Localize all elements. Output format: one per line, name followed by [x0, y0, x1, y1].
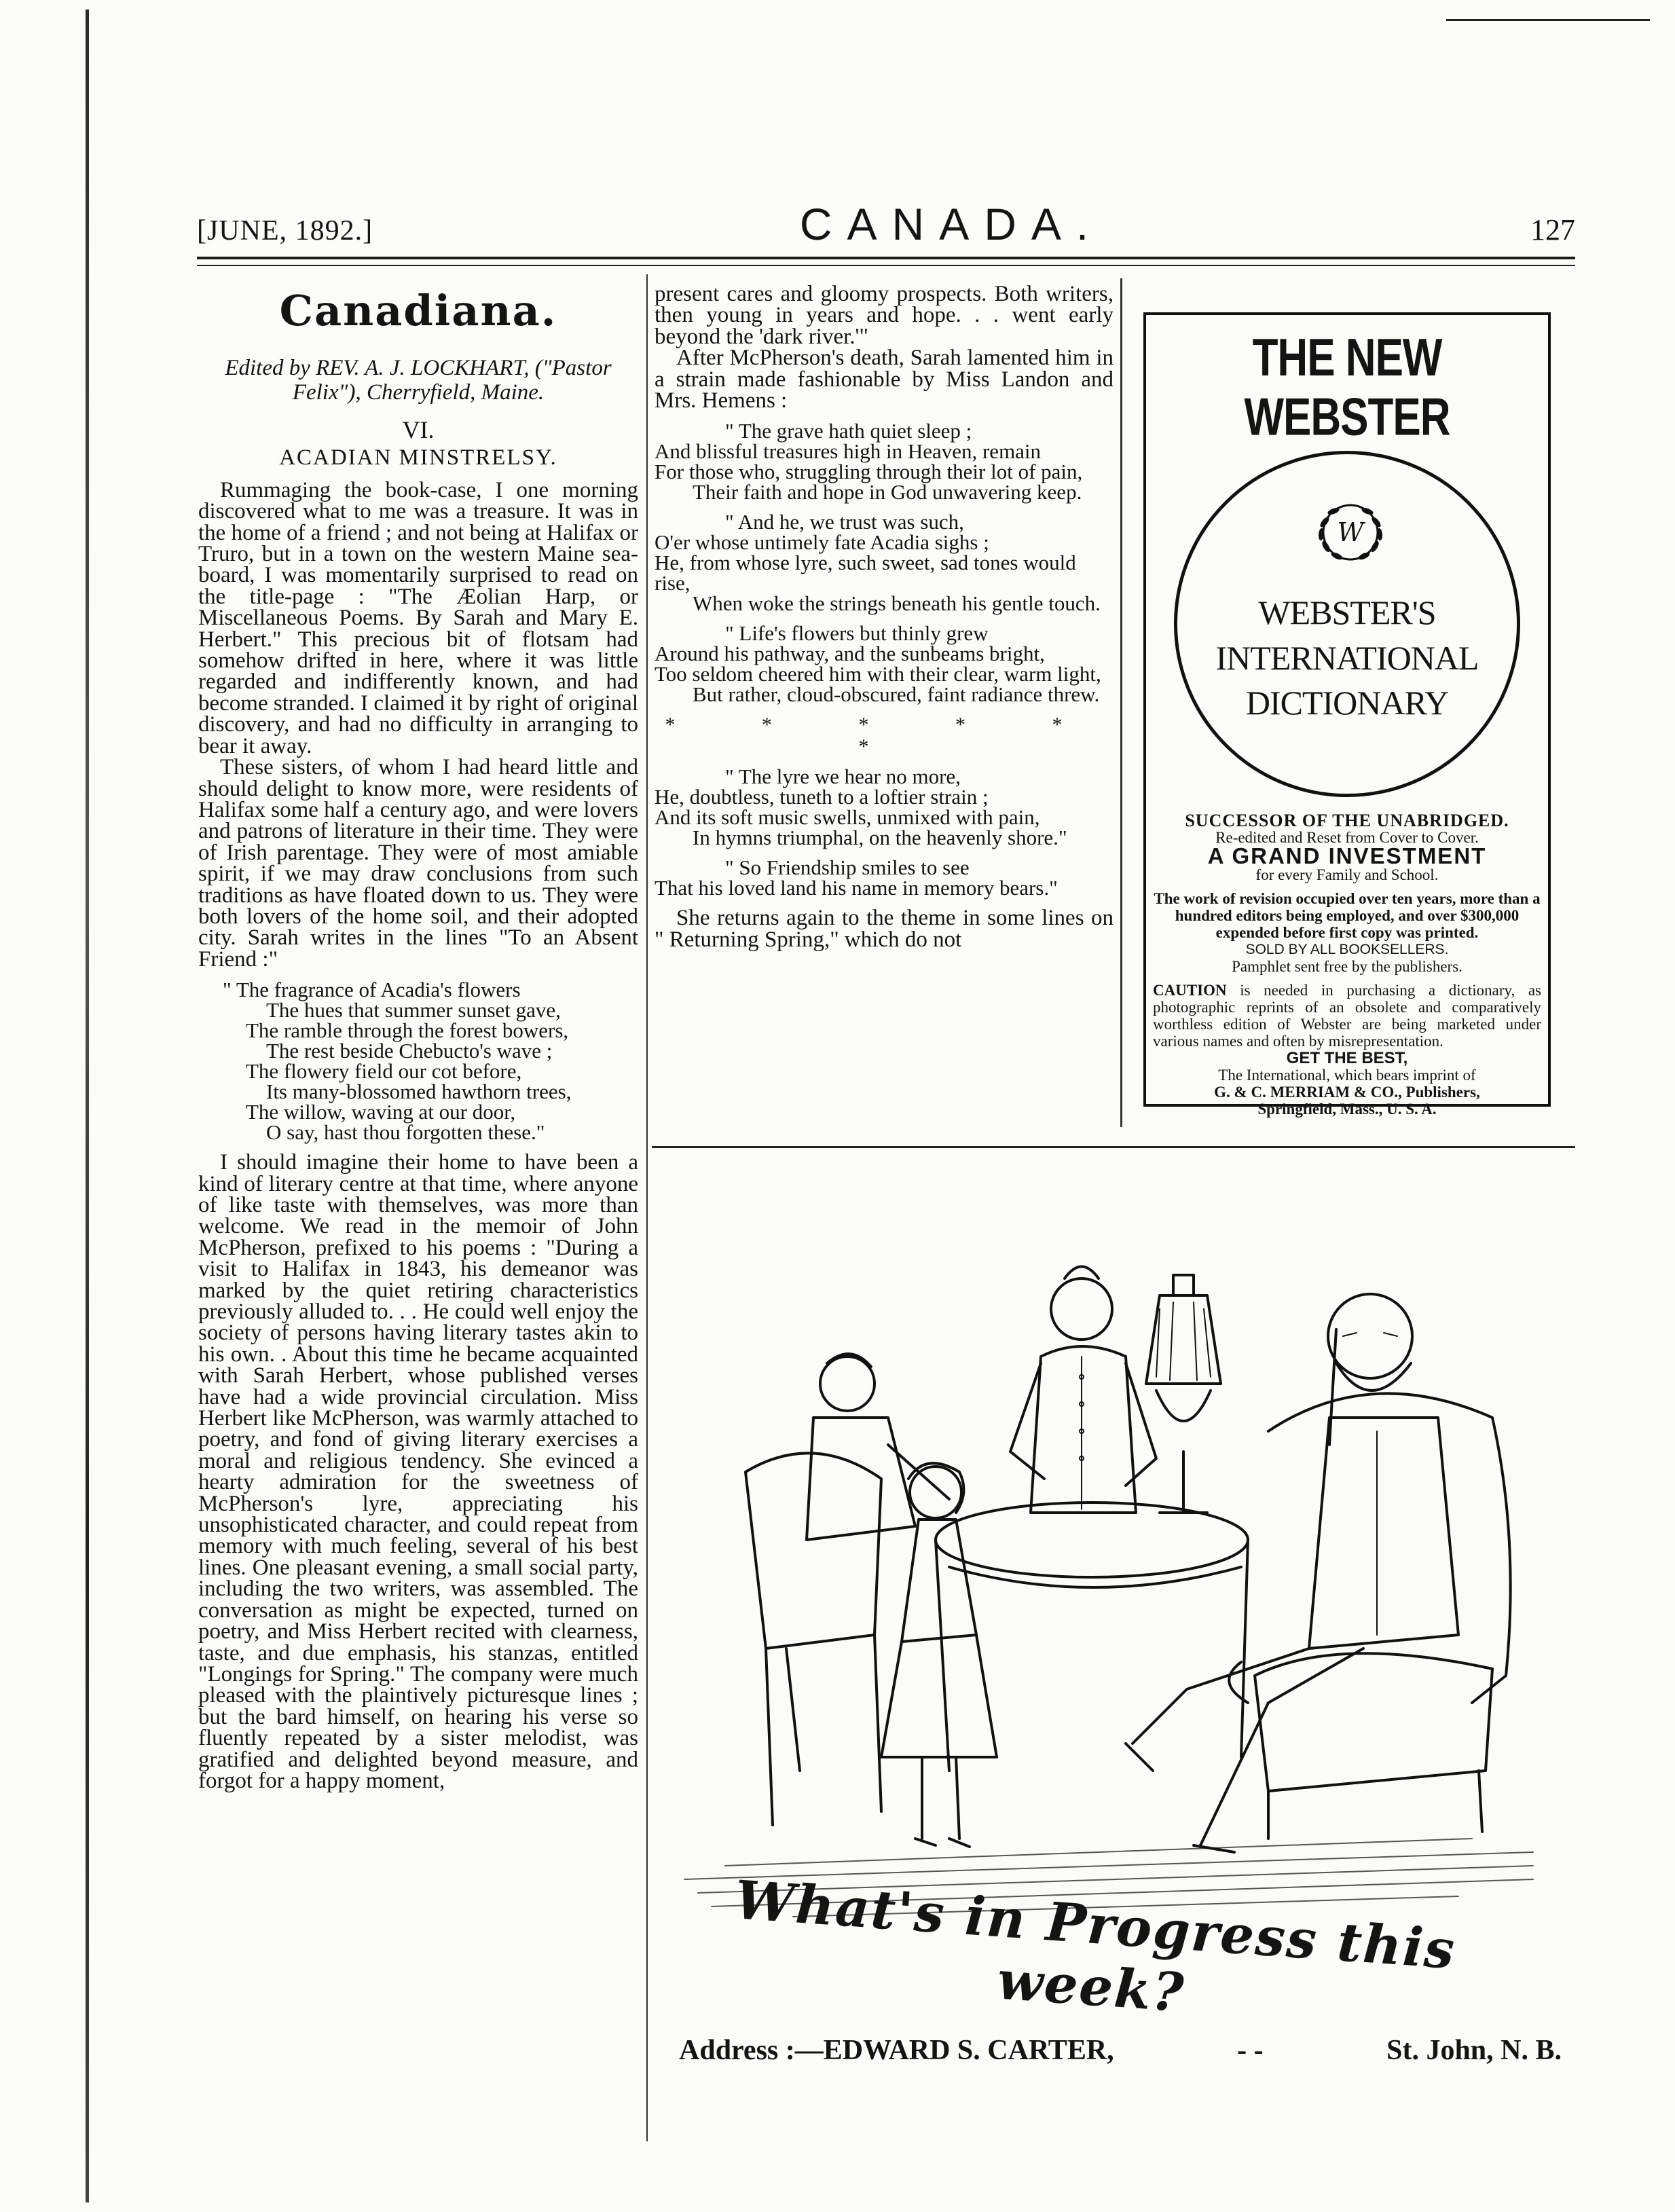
- article-subtitle: ACADIAN MINSTRELSY.: [279, 445, 557, 471]
- ad-sold: SOLD BY ALL BOOKSELLERS.: [1245, 942, 1449, 957]
- poem-line: " The lyre we hear no more,: [725, 764, 961, 789]
- poem-line: That his loved land his name in memory bears.": [655, 876, 1058, 900]
- top-corner-rule: [1446, 19, 1650, 21]
- advertiser-address: [679, 2034, 1562, 2067]
- running-head: [197, 198, 1575, 253]
- article-number: VI.: [402, 416, 435, 443]
- paragraph: present cares and gloomy prospects. Both writers, then young in years and hope. . . went early beyond the 'dark river.'": [655, 282, 1113, 349]
- poem-stanza: [655, 623, 1113, 705]
- ad-circle-emblem: [1174, 451, 1520, 797]
- magazine-title: CANADA.: [799, 199, 1104, 249]
- ad-body: [1146, 812, 1548, 1118]
- ad-headline: THE NEW WEBSTER: [1244, 329, 1450, 447]
- ad-publisher: G. & C. MERRIAM & CO., Publishers,: [1214, 1084, 1480, 1101]
- poem-line: For those who, struggling through their lot of pain,: [655, 460, 1083, 484]
- poem-absent-friend: [198, 980, 638, 1143]
- poem-line: When woke the strings beneath his gentle touch.: [693, 591, 1101, 616]
- poem-line: He, doubtless, tuneth to a loftier strain ;: [655, 785, 989, 809]
- ad-circle-text: INTERNATIONAL: [1215, 639, 1479, 677]
- ad-caution-text: is needed in purchasing a dictionary, as photographic reprints of an obsolete and comparatively worthless edition of Webster are being marketed under various names and often by misrepresentation.: [1153, 982, 1541, 1050]
- address-dashes: - -: [1237, 2035, 1264, 2066]
- paragraph: After McPherson's death, Sarah lamented him in a strain made fashionable by Miss Landon and Mrs. Hemens :: [655, 346, 1113, 413]
- poem-stanza: [655, 512, 1113, 614]
- poem-line: Their faith and hope in God unwavering keep.: [693, 480, 1082, 504]
- ad-reedited: Re-edited and Reset from Cover to Cover.: [1215, 829, 1479, 846]
- poem-line: The rest beside Chebucto's wave ;: [266, 1039, 553, 1063]
- poem-line: The hues that summer sunset gave,: [266, 998, 561, 1022]
- editor-credit: Edited by REV. A. J. LOCKHART, ("Pastor Felix"), Cherryfield, Maine.: [225, 356, 612, 405]
- ad-circle-text: WEBSTER'S: [1258, 593, 1436, 631]
- poem-line: " The grave hath quiet sleep ;: [725, 419, 972, 443]
- paragraph: She returns again to the theme in some lines on " Returning Spring," which do not: [655, 906, 1113, 952]
- address-label: Address :—EDWARD S. CARTER,: [679, 2035, 1114, 2066]
- poem-line: Its many-blossomed hawthorn trees,: [266, 1080, 572, 1104]
- column-middle: [655, 284, 1113, 951]
- ad-family: for every Family and School.: [1255, 866, 1439, 883]
- poem-line: Around his pathway, and the sunbeams bright,: [655, 642, 1045, 666]
- poem-stanza: [655, 421, 1113, 502]
- page-number: 127: [1530, 213, 1575, 246]
- page-binding-edge: [86, 10, 89, 2202]
- webster-dictionary-ad: [1143, 312, 1551, 1118]
- poem-line: The willow, waving at our door,: [246, 1100, 516, 1124]
- poem-line: And blissful treasures high in Heaven, remain: [655, 439, 1042, 464]
- poem-line: " Life's flowers but thinly grew: [725, 621, 989, 646]
- ad-caution-word: CAUTION: [1153, 982, 1227, 999]
- laurel-wreath-icon: [1310, 495, 1391, 570]
- paragraph: These sisters, of whom I had heard little and should delight to know more, were residents of Halifax some half a century ago, and were lovers and patrons of literature in their time. They were of Irish parentage. They were of most amiable spirit, if we may draw conclusions from such traditions as have floated down to us. They were both lovers of the home soil, and their adopted city. Sarah writes in the lines "To an Absent Friend :": [198, 755, 638, 972]
- column-left: [198, 284, 638, 1792]
- poem-stanza: [655, 855, 1113, 900]
- ad-separator-rule: [652, 1146, 1575, 1148]
- poem-line: O'er whose untimely fate Acadia sighs ;: [655, 530, 989, 555]
- section-break-stars: * * * * * *: [665, 714, 1103, 758]
- poem-line: He, from whose lyre, such sweet, sad tones would rise,: [655, 551, 1076, 595]
- paragraph: Rummaging the book-case, I one morning discovered what to me was a treasure. It was in the home of a friend ; and not being at Halifax or Truro, but in a town on the western Maine sea-board, I was momentarily surprised to read on the title-page : "The Æolian Harp, or Miscellaneous Poems. By Sarah and Mary E. Herbert." This precious bit of flotsam had somehow drifted in here, where it was little regarded and indifferently known, and had become stranded. I claimed it by right of original discovery, and had no difficulty in arranging to bear it away.: [198, 477, 638, 758]
- ad-grand-investment: A GRAND INVESTMENT: [1207, 843, 1487, 868]
- ad-get-best: GET THE BEST,: [1286, 1049, 1408, 1067]
- column-divider: [646, 274, 648, 2141]
- ad-caution: [1153, 982, 1541, 1050]
- ad-work-note: The work of revision occupied over ten years, more than a hundred editors being employed, and over $300,000 expended before first copy was printed.: [1154, 890, 1541, 941]
- illustration-caption: What's in Progress this week?: [733, 1869, 1458, 2025]
- poem-line: " And he, we trust was such,: [725, 510, 964, 534]
- poem-line: " So Friendship smiles to see: [725, 855, 970, 880]
- header-rule-thick: [197, 257, 1575, 259]
- poem-line: But rather, cloud-obscured, faint radiance threw.: [693, 682, 1100, 707]
- ad-place: Springfield, Mass., U. S. A.: [1257, 1101, 1437, 1118]
- ad-successor: SUCCESSOR OF THE UNABRIDGED.: [1185, 811, 1509, 830]
- ad-pamphlet: Pamphlet sent free by the publishers.: [1232, 958, 1462, 975]
- poem-line: Too seldom cheered him with their clear, warm light,: [655, 662, 1101, 686]
- column-divider-right: [1120, 278, 1122, 1127]
- header-rule-thin: [197, 265, 1575, 266]
- address-city: St. John, N. B.: [1386, 2035, 1562, 2066]
- poem-line: And its soft music swells, unmixed with pain,: [655, 805, 1040, 830]
- poem-line: The flowery field our cot before,: [246, 1059, 522, 1084]
- issue-date: [JUNE, 1892.]: [197, 215, 373, 246]
- paragraph: I should imagine their home to have been a kind of literary centre at that time, where anyone of like taste with themselves, was more than welcome. We read in the memoir of John McPherson, prefixed to his poems : "During a visit to Halifax in 1843, his demeanor was marked by the quiet retiring characteristics previously alluded to. . . He could well enjoy the society of persons having literary tastes akin to his own. . About this time he became acquainted with Sarah Herbert, whose published verses have had a wide provincial circulation. Miss Herbert like McPherson, was warmly attached to poetry, and fond of giving literary exercises a moral and religious tendency. She evinced a hearty admiration for the sweetness of McPherson's lyre, appreciating his unsophisticated character, and could repeat from memory with much feeling, several of his best lines. One pleasant evening, a small social party, including the two writers, was assembled. The conversation as might be expected, turned on poetry, and Miss Herbert recited with clearness, taste, and due emphasis, his stanzas, entitled "Longings for Spring." The company were much pleased with the plaintively picturesque lines ; but the bard himself, on hearing his verse so fluently repeated by a sister melodist, was gratified and delighted beyond measure, and forgot for a happy moment,: [198, 1150, 638, 1793]
- ad-international: The International, which bears imprint of: [1218, 1067, 1476, 1084]
- poem-line: " The fragrance of Acadia's flowers: [223, 978, 521, 1002]
- poem-line: O say, hast thou forgotten these.": [266, 1120, 545, 1145]
- emblem-monogram: W: [1337, 517, 1364, 547]
- poem-line: The ramble through the forest bowers,: [246, 1018, 569, 1043]
- poem-stanza: [655, 764, 1113, 850]
- ad-circle-text: DICTIONARY: [1245, 684, 1449, 722]
- section-title: Canadiana.: [279, 286, 557, 335]
- poem-line: In hymns triumphal, on the heavenly shore.": [693, 826, 1067, 850]
